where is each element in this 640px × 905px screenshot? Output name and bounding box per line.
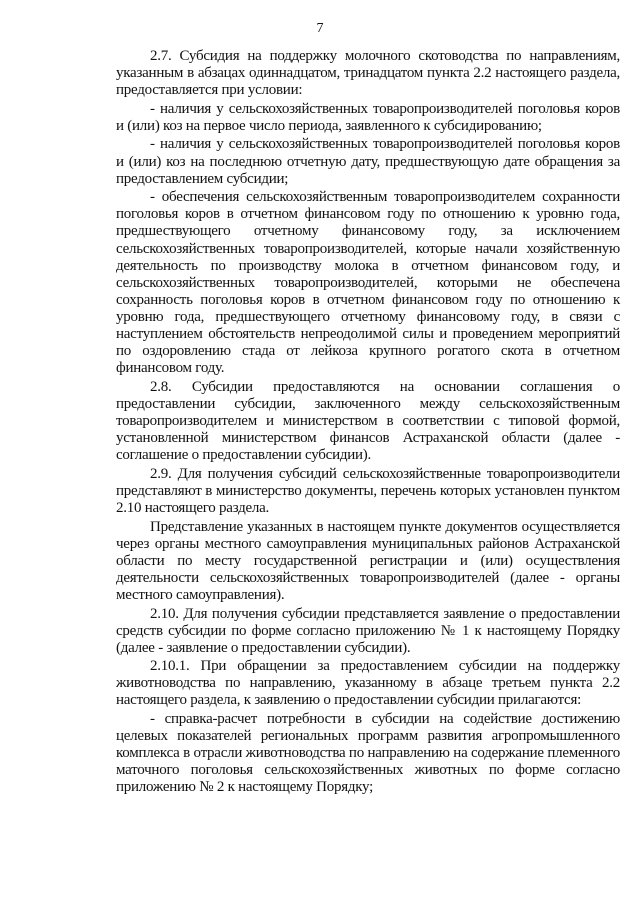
paragraph-document-submission: Представление указанных в настоящем пункте документов осуществляется через органы местного самоуправления муниципальных районов Астраханской области по месту государственной регистрации и (или) осуществления деятельности сельскохозяйственных товаропроизводителей (далее - органы местного самоуправления). — [116, 518, 620, 603]
paragraph-calculation-certificate: - справка-расчет потребности в субсидии на содействие достижению целевых показателей региональных программ развития агропромышленного комплекса в отрасли животноводства по направлению на содержание племенного маточного поголовья сельскохозяйственных животных по форме согласно приложению № 2 к настоящему Порядку; — [116, 711, 620, 796]
paragraph-2-10: 2.10. Для получения субсидии представляется заявление о предоставлении средств субсидии по форме согласно приложению № 1 к настоящему Порядку (далее - заявление о предоставлении субсидии). — [116, 605, 620, 656]
paragraph-2-7: 2.7. Субсидия на поддержку молочного скотоводства по направлениям, указанным в абзацах одиннадцатом, тринадцатом пункта 2.2 настоящего раздела, предоставляется при условии: — [116, 48, 620, 99]
page-number: 7 — [316, 21, 324, 36]
paragraph-condition-herd-preservation: - обеспечения сельскохозяйственным товаропроизводителем сохранности поголовья коров в отчетном финансовом году по отношению к уровню года, предшествующего отчетному финансовому году, за исключением сельскохозяйственных товаропроизводителей, которые начали хозяйственную деятельность по производству молока в отчетном финансовом году, и сельскохозяйственных товаропроизводителей, которыми не обеспечена сохранность поголовья коров в отчетном финансовом году по отношению к уровню года, предшествующего отчетному финансовому году, в связи с наступлением обстоятельств непреодолимой силы и проведением мероприятий по оздоровлению стада от лейкоза крупного рогатого скота в отчетном финансовом году. — [116, 189, 620, 377]
paragraph-2-10-1: 2.10.1. При обращении за предоставлением субсидии на поддержку животноводства по направлению, указанному в абзаце третьем пункта 2.2 настоящего раздела, к заявлению о предоставлении субсидии прилагаются: — [116, 658, 620, 709]
paragraph-condition-last-date: - наличия у сельскохозяйственных товаропроизводителей поголовья коров и (или) коз на последнюю отчетную дату, предшествующую дате обращения за предоставлением субсидии; — [116, 136, 620, 187]
document-body — [116, 48, 620, 797]
paragraph-condition-first-day: - наличия у сельскохозяйственных товаропроизводителей поголовья коров и (или) коз на первое число периода, заявленного к субсидированию; — [116, 100, 620, 134]
paragraph-2-9: 2.9. Для получения субсидий сельскохозяйственные товаропроизводители представляют в министерство документы, перечень которых установлен пунктом 2.10 настоящего раздела. — [116, 465, 620, 516]
paragraph-2-8: 2.8. Субсидии предоставляются на основании соглашения о предоставлении субсидии, заключенного между сельскохозяйственным товаропроизводителем и министерством в соответствии с типовой формой, установленной министерством финансов Астраханской области (далее - соглашение о предоставлении субсидии). — [116, 378, 620, 464]
